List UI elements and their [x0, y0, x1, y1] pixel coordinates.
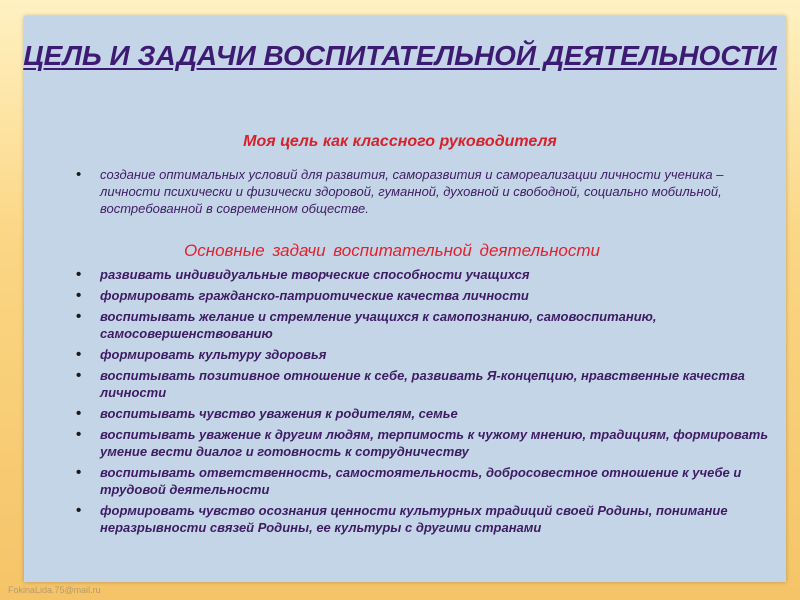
tasks-heading: Основные задачи воспитательной деятельности	[184, 241, 600, 260]
task-item: • развивать индивидуальные творческие способности учащихся	[74, 266, 786, 283]
goal-list	[74, 166, 786, 217]
watermark-email: FokinaLida.75@mail.ru	[8, 585, 101, 595]
task-item: • воспитывать уважение к другим людям, терпимость к чужому мнению, традициям, формировать умение вести диалог и готовность к сотрудничеству	[74, 426, 786, 460]
slide-title: ЦЕЛЬ И ЗАДАЧИ ВОСПИТАТЕЛЬНОЙ ДЕЯТЕЛЬНОСТИ	[23, 40, 777, 71]
slide-subtitle: Моя цель как классного руководителя	[243, 133, 557, 150]
task-item: • формировать чувство осознания ценности культурных традиций своей Родины, понимание неразрывности связей Родины, ее культуры с другими странами	[74, 502, 786, 536]
task-list	[74, 266, 786, 540]
task-item: • формировать гражданско-патриотические качества личности	[74, 287, 786, 304]
task-item: • формировать культуру здоровья	[74, 346, 786, 363]
task-item: • воспитывать ответственность, самостоятельность, добросовестное отношение к учебе и трудовой деятельности	[74, 464, 786, 498]
goal-item: • создание оптимальных условий для развития, саморазвития и самореализации личности ученика – личности психически и физически здоровой, гуманной, духовной и свободной, социально мобильной, востребованной в современном обществе.	[74, 166, 786, 217]
task-item: • воспитывать желание и стремление учащихся к самопознанию, самовоспитанию, самосовершенствованию	[74, 308, 786, 342]
task-item: • воспитывать чувство уважения к родителям, семье	[74, 405, 786, 422]
task-item: • воспитывать позитивное отношение к себе, развивать Я-концепцию, нравственные качества личности	[74, 367, 786, 401]
